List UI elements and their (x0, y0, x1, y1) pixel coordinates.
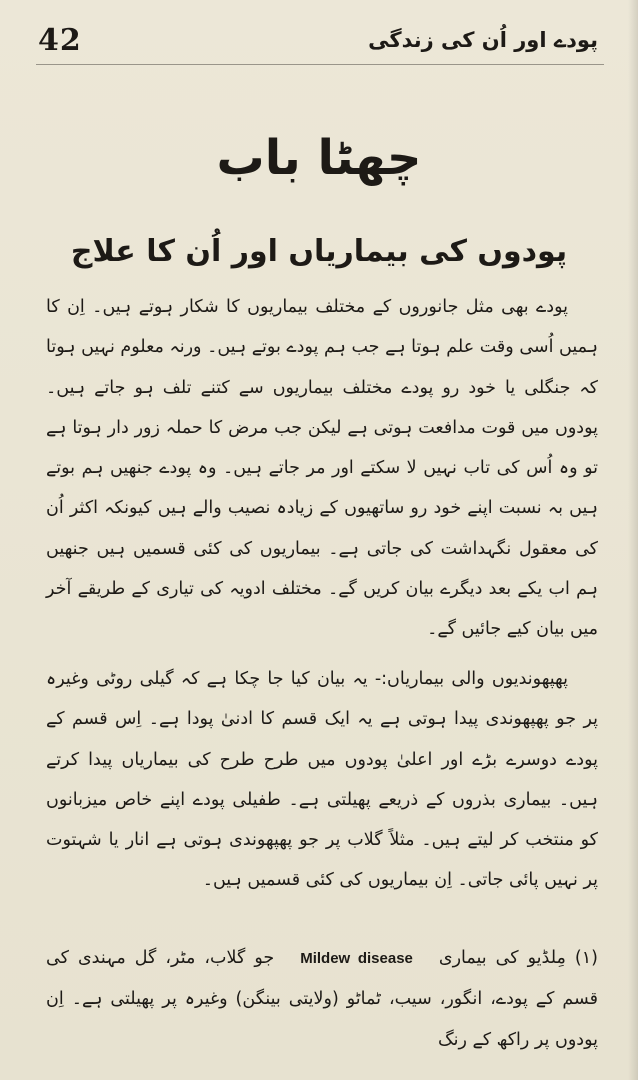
list-item-mildew (46, 938, 598, 1060)
list-item-body: جو گلاب، مٹر، گل مہندی کی قسم کے پودے، انگور، سیب، ٹماٹو (ولایتی بینگن) وغیرہ پر پھیلتی ہے۔ اِن پودوں پر راکھ کے رنگ (46, 948, 598, 1050)
list-item-label: (۱) مِلڈیو کی بیماری (438, 948, 598, 968)
page-number: 42 (38, 22, 82, 58)
running-header (38, 22, 598, 58)
latin-term: Mildew disease (300, 950, 413, 967)
paragraph-text: پودے بھی مثل جانوروں کے مختلف بیماریوں کا شکار ہوتے ہیں۔ اِن کا ہمیں اُسی وقت علم ہوتا ہے جب ہم پودے بوتے ہیں۔ ورنہ معلوم نہیں ہوتا کہ جنگلی یا خود رو پودے مختلف بیماریوں سے کتنے تلف ہو جاتے ہیں۔ پودوں میں قوت مدافعت ہوتی ہے لیکن جب مرض کا حملہ زور دار ہوتا ہے تو وہ اُس کی تاب نہیں لا سکتے اور مر جاتے ہیں۔ وہ پودے جنھیں ہم بوتے ہیں بہ نسبت اپنے خود رو ساتھیوں کے زیادہ نصیب والے ہیں کیونکہ اکثر اُن کی معقول نگہداشت کی جاتی ہے۔ بیماریوں کی کئی قسمیں ہیں جنھیں ہم اب یکے بعد دیگرے بیان کریں گے۔ مختلف ادویہ کی تیاری کے طریقے آخر میں بیان کیے جائیں گے۔ (46, 297, 598, 640)
paragraph-intro (46, 287, 598, 650)
running-title: پودے اور اُن کی زندگی (368, 28, 598, 52)
page-edge-shadow (628, 0, 638, 1080)
paragraph-text: پھپھوندیوں والی بیماریاں:- یہ بیان کیا جا چکا ہے کہ گیلی روٹی وغیرہ پر جو پھپھوندی پیدا ہوتی ہے یہ ایک قسم کا ادنیٰ پودا ہے۔ اِس قسم کے پودے دوسرے بڑے اور اعلیٰ پودوں میں طرح طرح کی بیماریاں پیدا کرتے ہیں۔ بیماری بذروں کے ذریعے پھیلتی ہے۔ طفیلی پودے اپنے خاص میزبانوں کو منتخب کر لیتے ہیں۔ مثلاً گلاب پر جو پھپھوندی ہوتی ہے انار یا شہتوت پر نہیں پائی جاتی۔ اِن بیماریوں کی کئی قسمیں ہیں۔ (46, 669, 598, 891)
chapter-subtitle: پودوں کی بیماریاں اور اُن کا علاج (70, 234, 568, 269)
list-item-text (46, 938, 598, 1060)
paragraph-fungal-diseases (46, 659, 598, 901)
header-divider (36, 64, 604, 65)
chapter-title: چھٹا باب (216, 130, 422, 186)
